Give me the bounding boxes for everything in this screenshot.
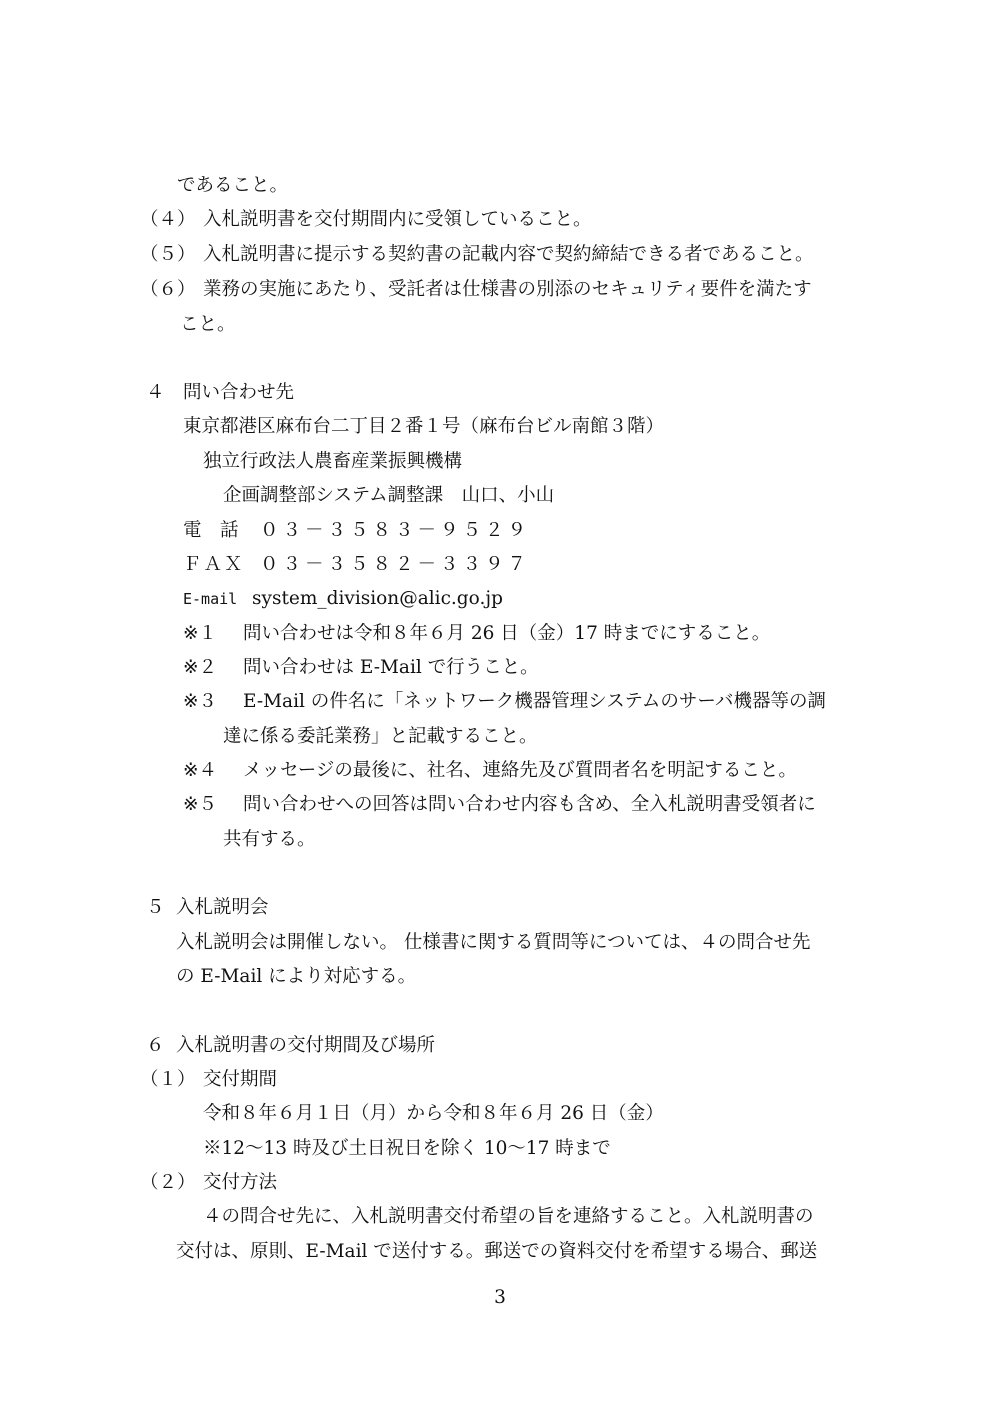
note-2-text: 問い合わせは E-Mail で行うこと。 — [243, 657, 539, 678]
section-6-heading: 入札説明書の交付期間及び場所 — [176, 1035, 436, 1056]
note-3-mark: ※３ — [183, 691, 218, 712]
sub-1-number: （１） — [140, 1069, 196, 1090]
section-4-heading: 問い合わせ先 — [183, 382, 295, 403]
fax-label: ＦＡＸ — [183, 554, 245, 575]
phone-label: 電 話 — [183, 520, 239, 541]
email-address[interactable]: system_division@alic.go.jp — [252, 588, 503, 609]
sub-2-heading: 交付方法 — [203, 1172, 278, 1193]
delivery-method-line-2: 交付は、原則、E-Mail で送付する。郵送での資料交付を希望する場合、郵送 — [176, 1241, 818, 1262]
item-5-number: （５） — [140, 244, 196, 265]
note-1-mark: ※１ — [183, 623, 218, 644]
intro-line: であること。 — [177, 175, 289, 196]
item-4-text: 入札説明書を交付期間内に受領していること。 — [203, 209, 592, 230]
contact-address: 東京都港区麻布台二丁目２番１号（麻布台ビル南館３階） — [183, 416, 665, 437]
note-4-text: メッセージの最後に、社名、連絡先及び質問者名を明記すること。 — [243, 760, 797, 781]
email-label: E-mail — [183, 590, 238, 608]
item-6-continuation: こと。 — [180, 314, 236, 335]
note-4-mark: ※４ — [183, 760, 218, 781]
phone-number: ０３－３５８３－９５２９ — [260, 520, 531, 541]
note-2-mark: ※２ — [183, 657, 218, 678]
section-5-body-line-2: の E-Mail により対応する。 — [176, 966, 417, 987]
contact-department: 企画調整部システム調整課 山口、小山 — [223, 485, 555, 506]
note-5-text: 問い合わせへの回答は問い合わせ内容も含め、全入札説明書受領者に — [243, 794, 816, 815]
note-3-continuation: 達に係る委託業務」と記載すること。 — [223, 726, 538, 747]
delivery-method-line-1: ４の問合せ先に、入札説明書交付希望の旨を連絡すること。入札説明書の — [203, 1206, 814, 1227]
sub-1-heading: 交付期間 — [203, 1069, 278, 1090]
section-5-heading: 入札説明会 — [176, 897, 269, 918]
item-6-text: 業務の実施にあたり、受託者は仕様書の別添のセキュリティ要件を満たす — [203, 279, 812, 300]
section-5-number: ５ — [146, 897, 165, 918]
section-4-number: ４ — [146, 382, 165, 403]
note-5-mark: ※５ — [183, 794, 218, 815]
page-number: 3 — [494, 1287, 506, 1308]
contact-organization: 独立行政法人農畜産業振興機構 — [203, 451, 463, 472]
section-6-number: ６ — [146, 1035, 165, 1056]
note-5-continuation: 共有する。 — [223, 829, 316, 850]
item-4-number: （４） — [140, 209, 196, 230]
delivery-hours-note: ※12～13 時及び土日祝日を除く 10～17 時まで — [203, 1138, 611, 1159]
delivery-period: 令和８年６月１日（月）から令和８年６月 26 日（金） — [203, 1103, 664, 1124]
note-3-text: E-Mail の件名に「ネットワーク機器管理システムのサーバ機器等の調 — [243, 691, 827, 712]
item-6-number: （６） — [140, 279, 196, 300]
sub-2-number: （２） — [140, 1172, 196, 1193]
note-1-text: 問い合わせは令和８年６月 26 日（金）17 時までにすること。 — [243, 623, 771, 644]
fax-number: ０３－３５８２－３３９７ — [260, 554, 531, 575]
item-5-text: 入札説明書に提示する契約書の記載内容で契約締結できる者であること。 — [203, 244, 814, 265]
section-5-body-line-1: 入札説明会は開催しない。 仕様書に関する質問等については、４の問合せ先 — [176, 932, 811, 953]
